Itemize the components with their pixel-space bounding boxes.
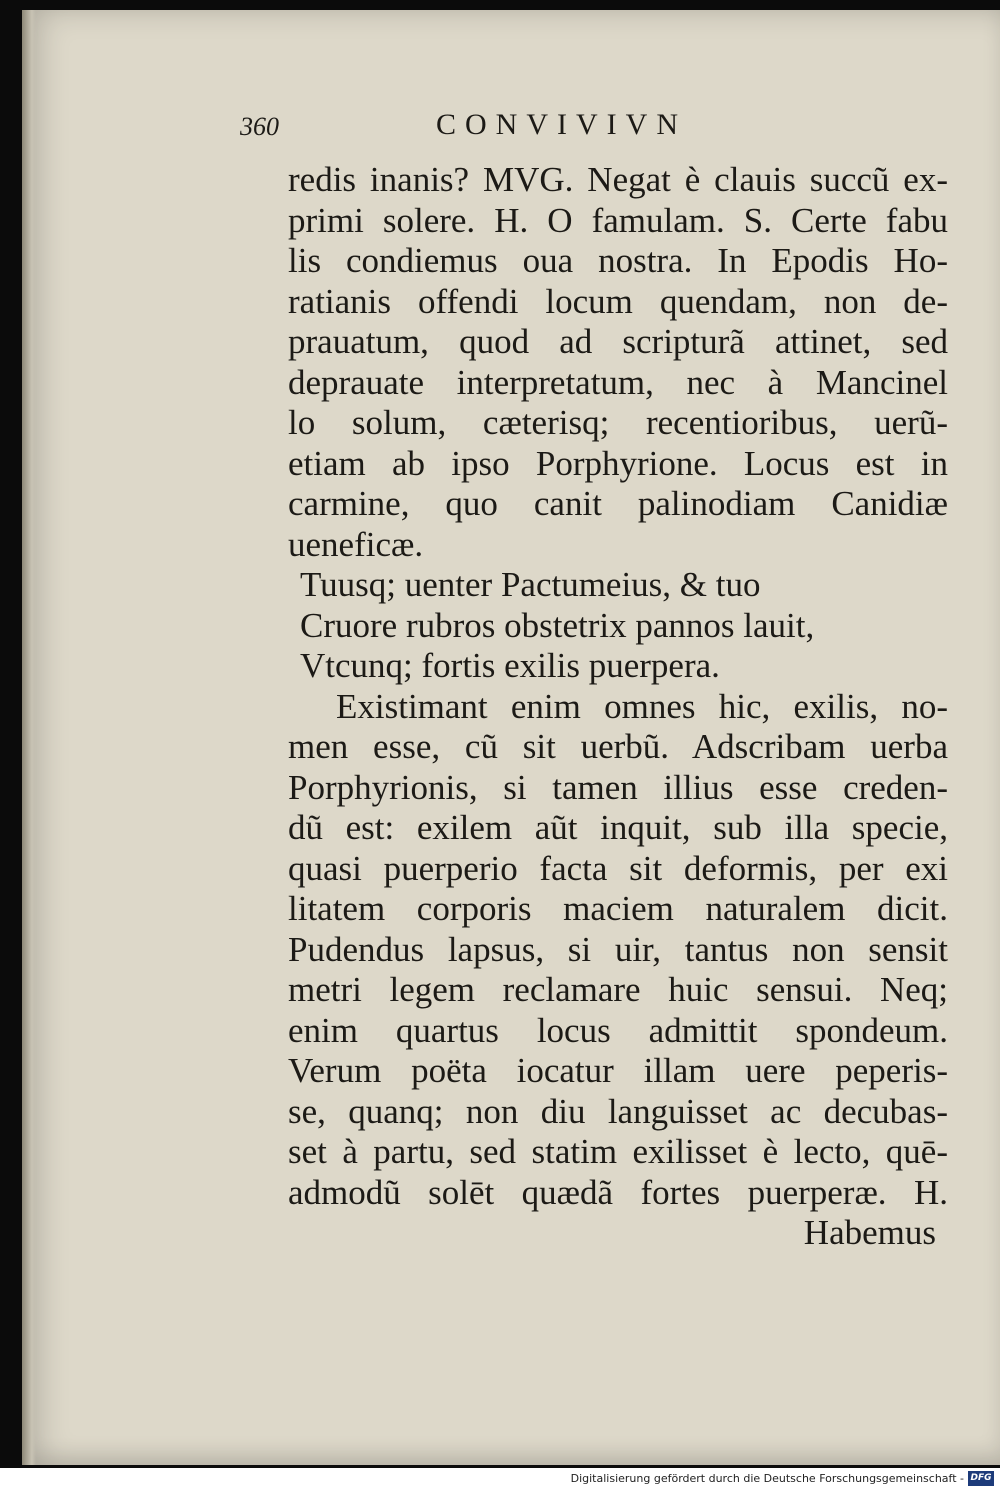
paragraph-line: Existimant enim omnes hic, exilis, no- bbox=[336, 686, 948, 726]
dfg-logo-icon: DFG bbox=[968, 1471, 994, 1486]
paragraph-line: quasi puerperio facta sit deformis, per exi bbox=[288, 848, 948, 888]
paragraph-line: Pudendus lapsus, si uir, tantus non sensit bbox=[288, 929, 948, 969]
paragraph-line: admodũ solēt quædã fortes puerperæ. H. bbox=[288, 1172, 948, 1212]
running-head: CONVIVIVN bbox=[436, 108, 687, 141]
paragraph-line: men esse, cũ sit uerbũ. Adscribam uerba bbox=[288, 727, 948, 766]
page-number: 360 bbox=[240, 112, 279, 141]
verse-line: Tuusq; uenter Pactumeius, & tuo bbox=[300, 565, 761, 604]
body-line: lo solum, cæterisq; recentioribus, uerũ- bbox=[288, 403, 948, 442]
body-line: carmine, quo canit palinodiam Canidiæ bbox=[288, 484, 948, 523]
body-line: lis condiemus oua nostra. In Epodis Ho- bbox=[288, 241, 948, 280]
body-line: primi solere. H. O famulam. S. Certe fabu bbox=[288, 200, 948, 240]
body-line: prauatum, quod ad scripturã attinet, sed bbox=[288, 322, 948, 361]
body-line: redis inanis? MVG. Negat è clauis succũ ex- bbox=[288, 160, 948, 199]
paragraph-line: set à partu, sed statim exilisset è lecto, quē- bbox=[288, 1132, 948, 1171]
paragraph-line: Porphyrionis, si tamen illius esse creden- bbox=[288, 767, 948, 807]
paragraph-line: dũ est: exilem aũt inquit, sub illa specie, bbox=[288, 808, 948, 847]
page-gutter-shadow bbox=[22, 10, 36, 1465]
paragraph-line: litatem corporis maciem naturalem dicit. bbox=[288, 889, 948, 928]
text-block bbox=[288, 160, 948, 1254]
paragraph-line: Verum poëta iocatur illam uere peperis- bbox=[288, 1051, 948, 1090]
verse-line: Cruore rubros obstetrix pannos lauit, bbox=[300, 605, 815, 645]
footer-credit: Digitalisierung gefördert durch die Deutsche Forschungsgemeinschaft - bbox=[570, 1472, 964, 1485]
catchword: Habemus bbox=[803, 1213, 936, 1252]
body-line: etiam ab ipso Porphyrione. Locus est in bbox=[288, 443, 948, 483]
paragraph-line: enim quartus locus admittit spondeum. bbox=[288, 1010, 948, 1050]
body-line: ueneficæ. bbox=[288, 524, 424, 564]
paragraph-line: metri legem reclamare huic sensui. Neq; bbox=[288, 970, 948, 1009]
digitization-footer bbox=[0, 1468, 1000, 1490]
verse-line: Vtcunq; fortis exilis puerpera. bbox=[300, 646, 720, 685]
body-line: ratianis offendi locum quendam, non de- bbox=[288, 281, 948, 321]
page-header bbox=[240, 108, 740, 148]
body-line: deprauate interpretatum, nec à Mancinel bbox=[288, 362, 948, 402]
paragraph-line: se, quanq; non diu languisset ac decubas- bbox=[288, 1091, 948, 1131]
